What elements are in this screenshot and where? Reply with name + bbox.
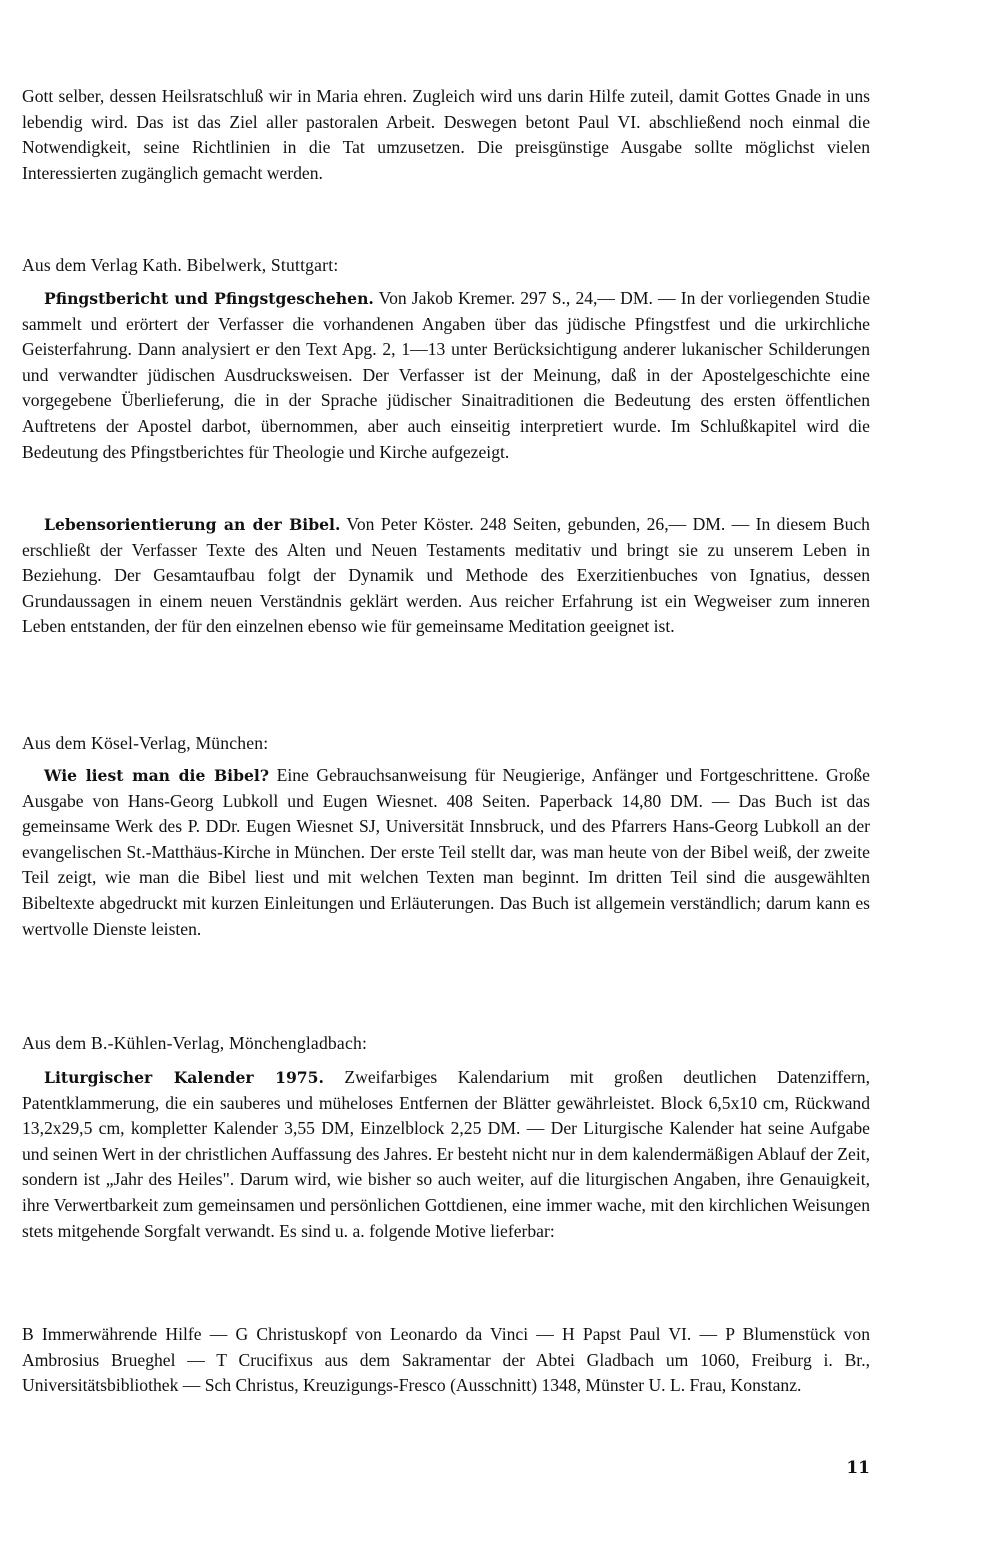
entry-pfingstbericht (22, 286, 870, 465)
entry-text: Von Peter Köster. 248 Seiten, gebunden, 26,— DM. — In diesem Buch erschließt der Verfasser Texte des Alten und Neuen Testaments meditativ und bringt sie zu unserem Leben in Beziehung. Der Gesamtaufbau folgt der Dynamik und Methode des Exerzitienbuches von Ignatius, dessen Grundaussagen in einem neuen Verständnis geklärt werden. Aus reicher Erfahrung ist ein Wegweiser zum inneren Leben entstanden, der für den einzelnen ebenso wie für gemeinsame Meditation geeignet ist. (22, 514, 870, 637)
entry-title: Pfingstbericht und Pfingstgeschehen. (44, 289, 374, 308)
section-heading-bibelwerk: Aus dem Verlag Kath. Bibelwerk, Stuttgart: (22, 255, 339, 275)
entry-text: Von Jakob Kremer. 297 S., 24,— DM. — In der vorliegenden Studie sammelt und erörtert der Verfasser die vorhandenen Angaben über das jüdische Pfingstfest und die urkirchliche Geisterfahrung. Dann analysiert er den Text Apg. 2, 1—13 unter Berücksichtigung anderer lukanischer Schilderungen und verwandter jüdischen Ausdrucksweisen. Der Verfasser ist der Meinung, daß in der Apostelgeschichte eine vorgegebene Überlieferung, die in der Sprache jüdischer Sinaitraditionen die Bedeutung des ersten öffentlichen Auftretens der Apostel darbot, übernommen, aber auch einseitig interpretiert wurde. Im Schlußkapitel wird die Bedeutung des Pfingstberichtes für Theologie und Kirche aufgezeigt. (22, 288, 871, 462)
entry-text: Zweifarbiges Kalendarium mit großen deutlichen Datenziffern, Patentklammerung, die ein sauberes und müheloses Entfernen der Blätter gewährleistet. Block 6,5x10 cm, Rückwand 13,2x29,5 cm, kompletter Kalender 3,55 DM, Einzelblock 2,25 DM. — Der Liturgische Kalender hat seine Aufgabe und seinen Wert in der christlichen Auffassung des Jahres. Er besteht nicht nur in dem kalendermäßigen Ablauf der Zeit, sondern ist „Jahr des Heiles". Darum wird, wie bisher so auch weiter, auf die liturgischen Angaben, ihre Genauigkeit, ihre Verwertbarkeit zum gemeinsamen und persönlichen Gottdienen, eine immer wache, mit den kirchlichen Weisungen stets mitgehende Sorgfalt verwandt. Es sind u. a. folgende Motive lieferbar: (22, 1067, 870, 1241)
motives-list: B Immerwährende Hilfe — G Christuskopf von Leonardo da Vinci — H Papst Paul VI. — P Blumenstück von Ambrosius Brueghel — T Crucifixus aus dem Sakramentar der Abtei Gladbach um 1060, Freiburg i. Br., Universitätsbibliothek — Sch Christus, Kreuzigungs-Fresco (Ausschnitt) 1348, Münster U. L. Frau, Konstanz. (22, 1324, 870, 1396)
section-heading-kuehlen: Aus dem B.-Kühlen-Verlag, Mönchengladbach: (22, 1033, 368, 1053)
page-number: 11 (846, 1458, 870, 1478)
entry-text: Eine Gebrauchsanweisung für Neugierige, Anfänger und Fortgeschrittene. Große Ausgabe von Hans-Georg Lubkoll und Eugen Wiesnet. 408 Seiten. Paperback 14,80 DM. — Das Buch ist das gemeinsame Werk des P. DDr. Eugen Wiesnet SJ, Universität Innsbruck, und des Pfarrers Hans-Georg Lubkoll an der evangelischen St.-Matthäus-Kirche in München. Der erste Teil stellt dar, was man heute von der Bibel weiß, der zweite Teil zeigt, wie man die Bibel liest und mit welchen Texten man beginnt. Im dritten Teil sind die ausgewählten Bibeltexte abgedruckt mit kurzen Einleitungen und Erläuterungen. Das Buch ist allgemein verständlich; darum kann es wertvolle Dienste leisten. (22, 765, 870, 939)
intro-paragraph: Gott selber, dessen Heilsratschluß wir in Maria ehren. Zugleich wird uns darin Hilfe zuteil, damit Gottes Gnade in uns lebendig wird. Das ist das Ziel aller pastoralen Arbeit. Deswegen betont Paul VI. abschließend noch einmal die Notwendigkeit, seine Richtlinien in die Tat umzusetzen. Die preisgünstige Ausgabe sollte möglichst vielen Interessierten zugänglich gemacht werden. (22, 86, 870, 183)
entry-title: Lebensorientierung an der Bibel. (44, 515, 341, 534)
entry-title: Wie liest man die Bibel? (44, 766, 269, 785)
section-heading-koesel: Aus dem Kösel-Verlag, München: (22, 733, 269, 753)
entry-wie-liest-man (22, 763, 870, 942)
entry-lebensorientierung (22, 512, 870, 640)
entry-liturgischer-kalender (22, 1065, 870, 1244)
entry-title: Liturgischer Kalender 1975. (44, 1068, 324, 1087)
